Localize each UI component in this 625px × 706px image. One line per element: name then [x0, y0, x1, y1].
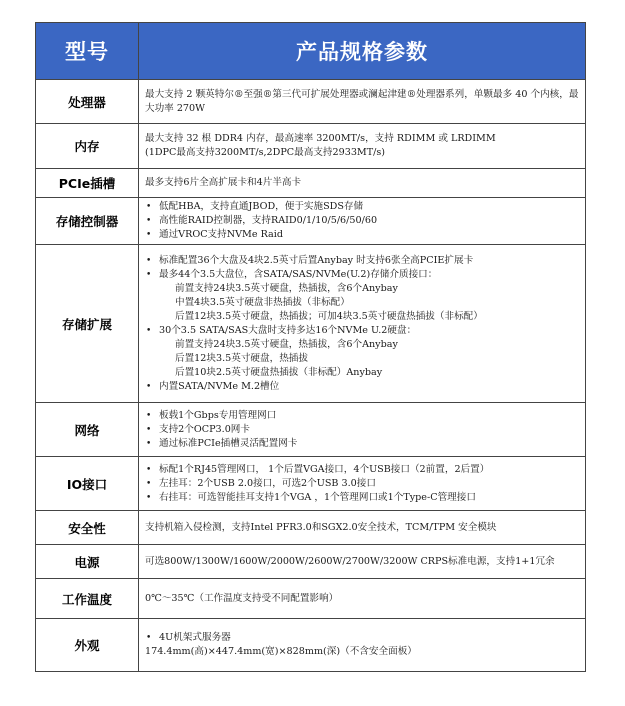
spec-table: [35, 22, 586, 672]
header-model: 型号: [36, 23, 139, 80]
row-value: [139, 169, 586, 198]
sub-item: 前置支持24块3.5英寸硬盘，热插拔，含6个Anybay: [175, 282, 398, 294]
row-value: [139, 80, 586, 124]
list-item: • 内置SATA/NVMe M.2槽位: [145, 380, 579, 394]
sub-item: 后置12块3.5英寸硬盘，热插拔: [175, 352, 308, 364]
row-label: 处理器: [36, 80, 139, 124]
row-cpu: [36, 80, 586, 124]
row-value: [139, 245, 586, 403]
list-item: • 高性能RAID控制器，支持RAID0/1/10/5/6/50/60: [145, 214, 579, 228]
header-spec-title: 产品规格参数: [139, 23, 586, 80]
row-value: [139, 545, 586, 579]
row-label: 工作温度: [36, 579, 139, 619]
row-value: [139, 403, 586, 457]
power-text: 可选800W/1300W/1600W/2000W/2600W/2700W/3200W CRPS标准电源，支持1+1冗余: [145, 555, 555, 567]
sub-item: 前置支持24块3.5英寸硬盘，热插拔，含6个Anybay: [175, 338, 398, 350]
sub-item: 中置4块3.5英寸硬盘非热插拔（非标配）: [175, 296, 350, 308]
row-value: [139, 198, 586, 245]
memory-line-2: (1DPC最高支持3200MT/s,2DPC最高支持2933MT/s): [145, 147, 386, 158]
list-item: • 右挂耳：可选智能挂耳支持1个VGA ，1个管理网口或1个Type-C管理接口: [145, 491, 579, 505]
row-network: [36, 403, 586, 457]
row-label: 安全性: [36, 511, 139, 545]
cpu-text: 最大支持 2 颗英特尔®至强®第三代可扩展处理器或澜起津建®处理器系列，单颗最多 40 个内核，最大功率 270W: [145, 88, 579, 114]
row-label: 电源: [36, 545, 139, 579]
row-value: [139, 457, 586, 511]
row-storage-expansion: [36, 245, 586, 403]
pcie-text: 最多支持6片全高扩展卡和4片半高卡: [145, 177, 302, 188]
list-item: • 通过标准PCIe插槽灵活配置网卡: [145, 437, 579, 451]
list-item: • 低配HBA，支持直通JBOD，便于实施SDS存储: [145, 200, 579, 214]
row-value: [139, 619, 586, 672]
list-item: • 最多44个3.5大盘位，含SATA/SAS/NVMe(U.2)存储介质接口：: [145, 268, 579, 282]
row-security: [36, 511, 586, 545]
temperature-text: 0℃～35℃（工作温度支持受不同配置影响）: [145, 592, 339, 604]
row-power: [36, 545, 586, 579]
list-item: • 30个3.5 SATA/SAS大盘时支持多达16个NVMe U.2硬盘：: [145, 324, 579, 338]
list-item: • 4U机架式服务器: [145, 631, 579, 645]
row-storage-controller: [36, 198, 586, 245]
row-value: [139, 579, 586, 619]
row-label: 网络: [36, 403, 139, 457]
row-label: 存储控制器: [36, 198, 139, 245]
row-pcie: [36, 169, 586, 198]
dimensions-text: 174.4mm(高)×447.4mm(宽)×828mm(深)（不含安全面板）: [145, 646, 417, 657]
row-appearance: [36, 619, 586, 672]
list-item: • 通过VROC支持NVMe Raid: [145, 228, 579, 242]
list-item: • 板载1个Gbps专用管理网口: [145, 409, 579, 423]
list-item: • 标准配置36个大盘及4块2.5英寸后置Anybay 时支持6张全高PCIE扩展卡: [145, 254, 579, 268]
row-label: 存储扩展: [36, 245, 139, 403]
row-label: 外观: [36, 619, 139, 672]
sub-item: 后置12块3.5英寸硬盘，热插拔；可加4块3.5英寸硬盘热插拔（非标配）: [175, 310, 483, 322]
memory-line-1: 最大支持 32 根 DDR4 内存，最高速率 3200MT/s，支持 RDIMM 或 LRDIMM: [145, 133, 496, 144]
row-temperature: [36, 579, 586, 619]
list-item: • 标配1个RJ45管理网口， 1个后置VGA接口，4个USB接口（2前置，2后置）: [145, 463, 579, 477]
list-item: • 左挂耳：2个USB 2.0接口，可选2个USB 3.0接口: [145, 477, 579, 491]
row-label: IO接口: [36, 457, 139, 511]
sub-item: 后置10块2.5英寸硬盘热插拔（非标配）Anybay: [175, 366, 383, 378]
row-io: [36, 457, 586, 511]
row-label: 内存: [36, 124, 139, 169]
row-value: [139, 124, 586, 169]
row-label: PCIe插槽: [36, 169, 139, 198]
row-memory: [36, 124, 586, 169]
row-value: [139, 511, 586, 545]
header-row: [36, 23, 586, 80]
list-item: • 支持2个OCP3.0网卡: [145, 423, 579, 437]
security-text: 支持机箱入侵检测，支持Intel PFR3.0和SGX2.0安全技术，TCM/TPM 安全模块: [145, 521, 497, 533]
